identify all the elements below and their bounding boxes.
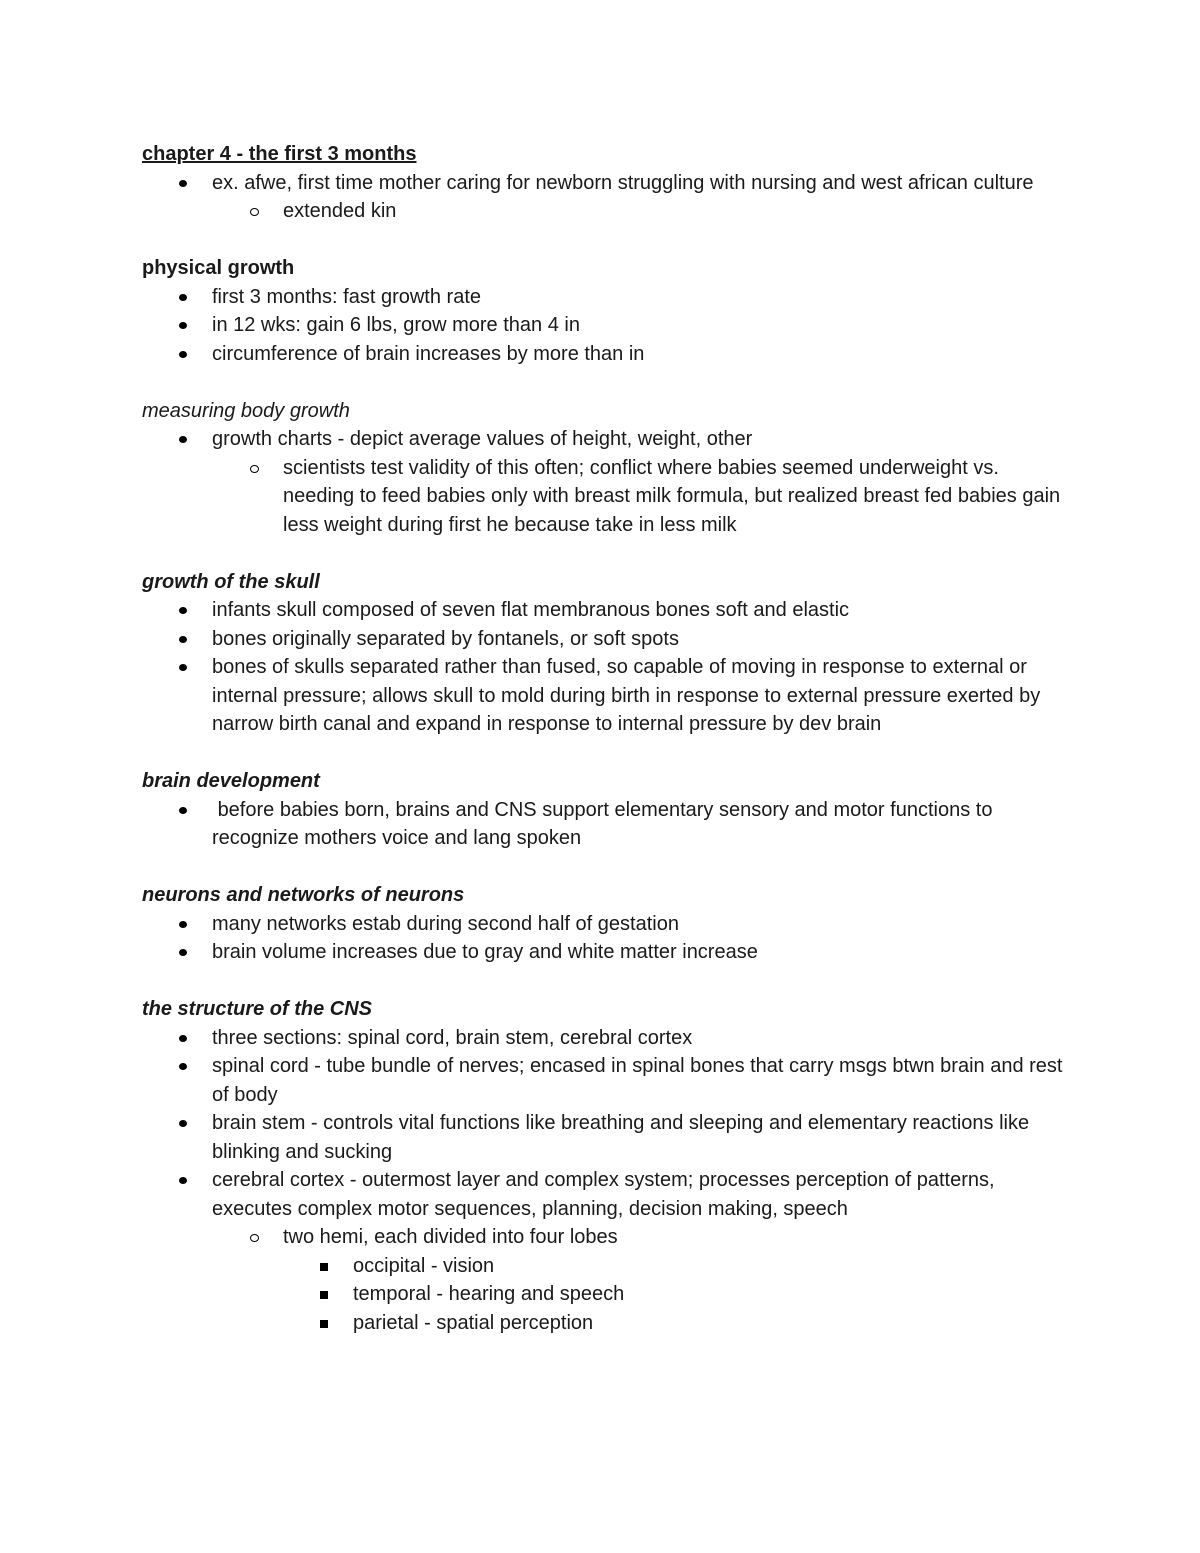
list-item [142, 796, 1072, 853]
list-item-text: extended kin [283, 200, 397, 222]
bullet-list [142, 596, 1072, 739]
section-structure-of-the-cns [142, 995, 1072, 1337]
section-heading: brain development [142, 770, 320, 792]
filled-circle-bullet-icon [179, 322, 187, 329]
list-item [142, 1252, 1072, 1281]
list-item [142, 169, 1072, 198]
notes-content [142, 140, 1072, 1366]
filled-circle-bullet-icon [179, 351, 187, 358]
section-heading: physical growth [142, 257, 295, 279]
list-item [142, 1109, 1072, 1166]
list-item-text: growth charts - depict average values of height, weight, other [212, 428, 753, 450]
list-item [142, 1223, 1072, 1252]
section-neurons-and-networks [142, 881, 1072, 967]
list-item-text: infants skull composed of seven flat membranous bones soft and elastic [212, 599, 850, 621]
list-item [142, 283, 1072, 312]
list-item [142, 1309, 1072, 1338]
filled-circle-bullet-icon [179, 636, 187, 643]
filled-circle-bullet-icon [179, 664, 187, 671]
bullet-list [142, 910, 1072, 967]
bullet-list [142, 283, 1072, 369]
square-bullet-icon [320, 1291, 328, 1299]
section-heading: measuring body growth [142, 399, 350, 422]
list-item-text: circumference of brain increases by more than in [212, 342, 645, 365]
section-brain-development [142, 767, 1072, 853]
filled-circle-bullet-icon [179, 807, 187, 814]
list-item [142, 1166, 1072, 1223]
list-item-text: spinal cord - tube bundle of nerves; encased in spinal bones that carry msgs btwn brain and rest of body [212, 1055, 1063, 1106]
filled-circle-bullet-icon [179, 1120, 187, 1127]
filled-circle-bullet-icon [179, 180, 187, 187]
bullet-list [142, 1024, 1072, 1338]
bullet-list [142, 796, 1072, 853]
list-item [142, 653, 1072, 739]
list-item-text: cerebral cortex - outermost layer and complex system; processes perception of patterns, executes complex motor sequences, planning, decision making, speech [212, 1169, 995, 1220]
list-item [142, 197, 1072, 226]
filled-circle-bullet-icon [179, 294, 187, 301]
bullet-list [142, 169, 1072, 226]
filled-circle-bullet-icon [179, 436, 187, 443]
list-item [142, 938, 1072, 967]
filled-circle-bullet-icon [179, 1035, 187, 1042]
list-item-text: ex. afwe, first time mother caring for newborn struggling with nursing and west african culture [212, 171, 1034, 194]
filled-circle-bullet-icon [179, 921, 187, 928]
section-chapter-4 [142, 140, 1072, 226]
list-item-text: many networks estab during second half of gestation [212, 912, 679, 935]
section-heading: neurons and networks of neurons [142, 884, 465, 906]
list-item [142, 454, 1072, 540]
list-item-text: parietal - spatial perception [353, 1311, 594, 1334]
list-item [142, 425, 1072, 454]
section-heading: growth of the skull [142, 570, 320, 593]
list-item [142, 311, 1072, 340]
list-item [142, 910, 1072, 939]
list-item-text: brain stem - controls vital functions like breathing and sleeping and elementary reactions like blinking and sucking [212, 1112, 1030, 1163]
list-item-text: temporal - hearing and speech [353, 1283, 625, 1305]
list-item-text: first 3 months: fast growth rate [212, 285, 481, 308]
section-measuring-body-growth [142, 397, 1072, 540]
hollow-circle-bullet-icon [250, 208, 259, 216]
filled-circle-bullet-icon [179, 1177, 187, 1184]
hollow-circle-bullet-icon [250, 1234, 259, 1242]
list-item-text: scientists test validity of this often; conflict where babies seemed underweight vs. needing to feed babies only with breast milk formula, but realized breast fed babies gain less weight during first he because take in less milk [283, 456, 1061, 536]
list-item [142, 1052, 1072, 1109]
filled-circle-bullet-icon [179, 607, 187, 614]
list-item [142, 1280, 1072, 1309]
list-item [142, 596, 1072, 625]
list-item [142, 625, 1072, 654]
square-bullet-icon [320, 1320, 328, 1328]
list-item-text: brain volume increases due to gray and white matter increase [212, 941, 758, 963]
list-item-text: occipital - vision [353, 1254, 495, 1277]
section-growth-of-the-skull [142, 568, 1072, 739]
section-heading: chapter 4 - the first 3 months [142, 143, 417, 165]
list-item-text: before babies born, brains and CNS support elementary sensory and motor functions to recognize mothers voice and lang spoken [212, 798, 998, 849]
list-item [142, 1024, 1072, 1053]
hollow-circle-bullet-icon [250, 465, 259, 473]
list-item-text: three sections: spinal cord, brain stem, cerebral cortex [212, 1026, 693, 1049]
filled-circle-bullet-icon [179, 1063, 187, 1070]
section-heading: the structure of the CNS [142, 998, 373, 1020]
list-item-text: bones originally separated by fontanels, or soft spots [212, 627, 679, 650]
list-item-text: bones of skulls separated rather than fused, so capable of moving in response to external or internal pressure; allows skull to mold during birth in response to external pressure exerted by narrow birth canal and expand in response to internal pressure by dev brain [212, 656, 1041, 735]
list-item-text: two hemi, each divided into four lobes [283, 1226, 618, 1248]
list-item-text: in 12 wks: gain 6 lbs, grow more than 4 in [212, 314, 580, 336]
section-physical-growth [142, 254, 1072, 368]
filled-circle-bullet-icon [179, 949, 187, 956]
bullet-list [142, 425, 1072, 539]
list-item [142, 340, 1072, 369]
square-bullet-icon [320, 1263, 328, 1271]
